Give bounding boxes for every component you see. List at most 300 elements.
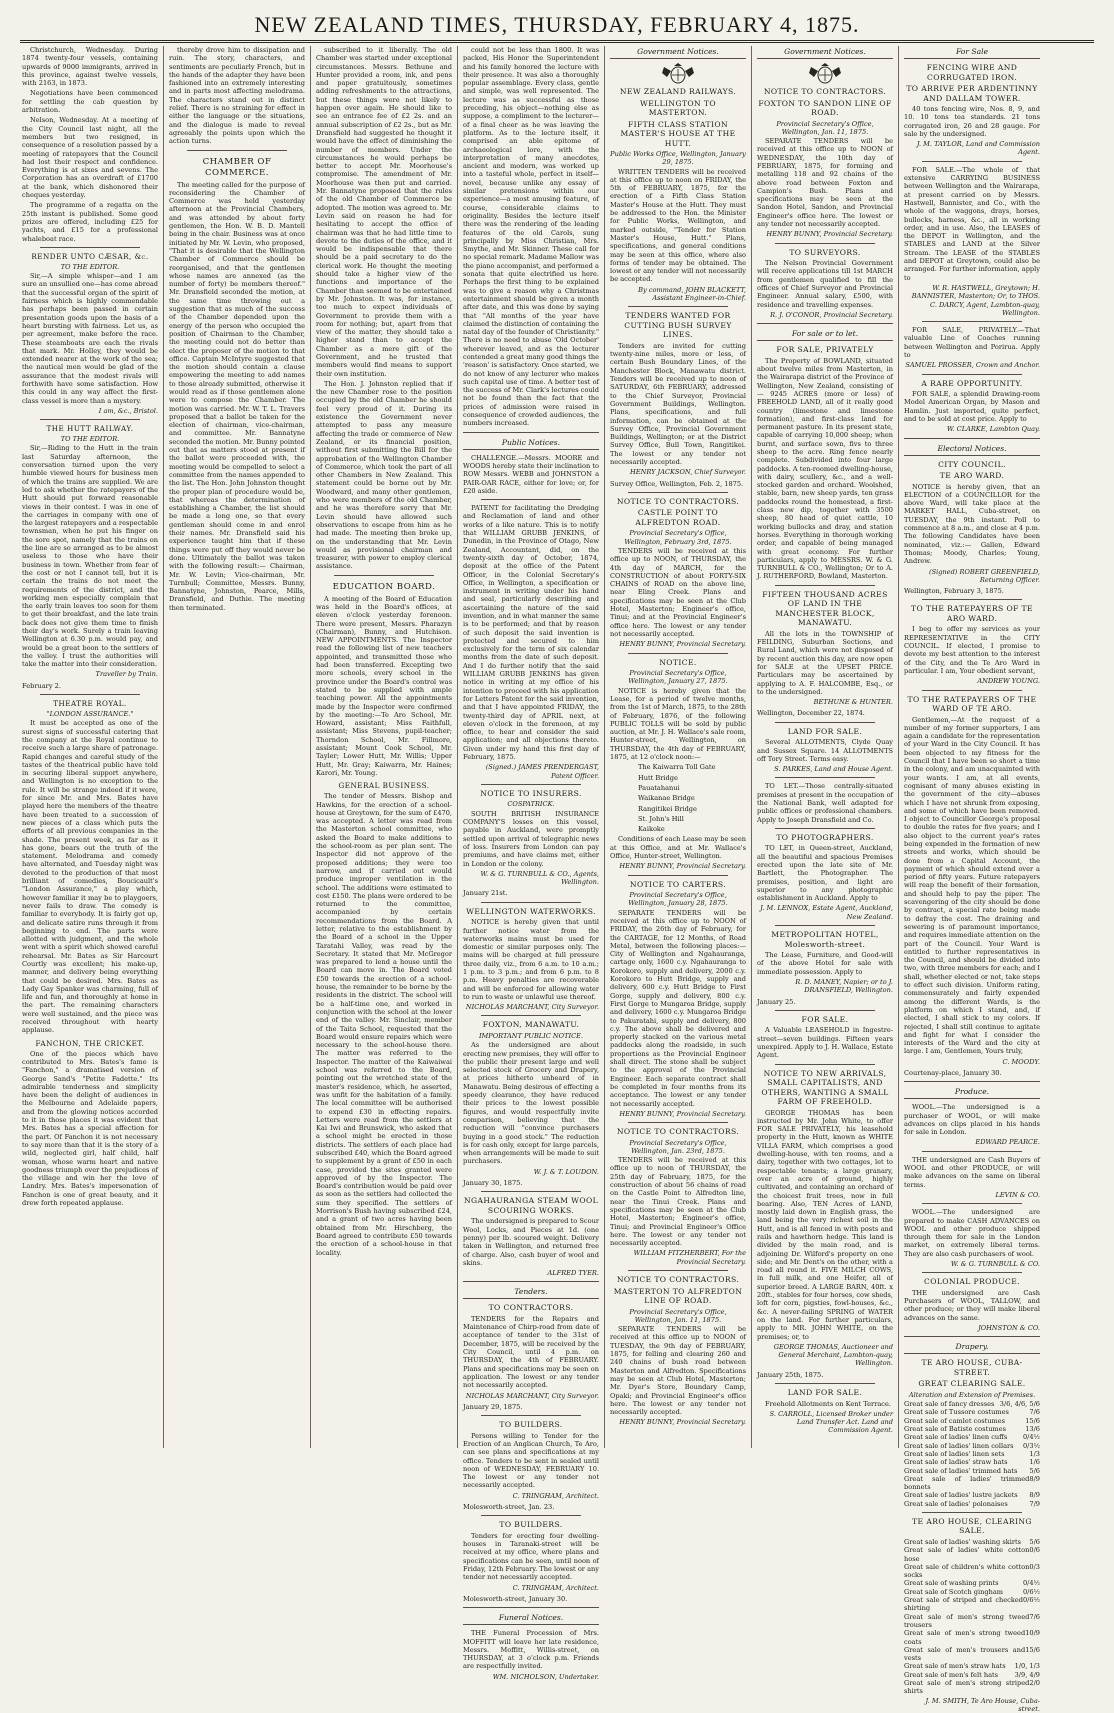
- divider: [775, 1383, 875, 1384]
- divider: [463, 1607, 599, 1608]
- notice-subtitle: CASTLE POINT TO ALFREDTON ROAD.: [635, 508, 721, 527]
- price-item: Great sale of camlet costumes: [904, 1416, 1006, 1425]
- notice-title: TE ARO HOUSE, CLEARING SALE.: [912, 1516, 1032, 1536]
- price-value: 7/6: [1029, 1408, 1040, 1417]
- column-5: [604, 46, 751, 1448]
- notice-title: FIFTEEN THOUSAND ACRES OF LAND IN THE MANCHESTER BLOCK, MANAWATU.: [762, 589, 888, 628]
- notice-date: January 25.: [757, 997, 796, 1006]
- notice-signature: ALFRED TYER.: [547, 1269, 599, 1278]
- price-value: 5/6: [1029, 1466, 1040, 1475]
- price-item: Great sale of men's strong tweed coats: [904, 1629, 1026, 1646]
- notice-body: Freehold Allotments on Kent Terrace.: [765, 1399, 891, 1408]
- divider: [775, 585, 875, 586]
- notice-signature: BETHUNE & HUNTER.: [813, 698, 893, 707]
- notice-title: FOR SALE.: [801, 1014, 849, 1024]
- notice-body: TENDERS will be received at this office up to NOON, of THURSDAY, the 4th day of MARCH, for the CONSTRUCTION of about FORTY-SIX CHAINS of ROAD on the above line, near Eling Creek. Plans and specifications may be seen at the Club Hotel, Masterton; Engineer's office, Tinui; and at the Provincial Engineer's office here. The lowest or any tender not necessarily accepted.: [610, 546, 746, 638]
- divider: [775, 925, 875, 926]
- notice-subtitle: COSPATRICK.: [507, 800, 555, 809]
- notice-signature: WM. NICHOLSON, Undertaker.: [492, 1672, 599, 1681]
- notice-title: NOTICE TO INSURERS.: [480, 788, 582, 798]
- notice-body: FOR SALE, a splendid Drawing-room Model American Organ, by Mason and Hamlin. Just imported, quite perfect, and to be sold at cost price. Apply to: [904, 390, 1040, 423]
- divider: [40, 694, 140, 695]
- price-row: [904, 1629, 1040, 1646]
- price-item: Great sale of men's felt hats: [904, 1670, 999, 1679]
- notice-title: NOTICE TO CONTRACTORS.: [616, 1127, 740, 1137]
- price-value: 7/9: [1029, 1499, 1040, 1508]
- notice-date: Molesworth-street, January 30.: [463, 1594, 568, 1603]
- notice-body: I beg to offer my services as your REPRESENTATIVE in the CITY COUNCIL. If elected, I promise to devote my best attention to the interest of the City, and the Te Aro Ward in particular. I am, Your obedient servant,: [904, 625, 1040, 675]
- price-row: [904, 1467, 1040, 1475]
- notice-title: WOOL.: [912, 1103, 937, 1112]
- notice-title: FOR SALE, PRIVATELY.: [912, 326, 1019, 335]
- page-number: [20, 36, 50, 40]
- notice-body: The Property of BOWLAND, situated about twelve miles from Masterton, in the Wairarapa district of the Province of Wellington, New Zealand, consisting of— 9245 ACRES (more or less) of FREEHOLD LAND, all of it really good country (limestone and limestone formation), and first-class land for permanent pasture. In its present state, capable of carrying 10,000 sheep; when burnt, and surface sown, fivs to three sheep to the acre. Ring fence nearly complete. Subdivided into four large paddocks. A ten-roomed dwelling-house, with dairy, scullery, &c., and a well-stocked garden and orchard. Woolshed, stable, barn, new sheep yards, ten grass paddocks round the homestead, a first-class new dip, together with 3500 sheep, 80 head of quiet cattle, 10 working bullocks and dray, and station horses. Everything in thorough working order, and capable of being managed with great economy. For further particulars, apply to MESSRS. W. & G. TURNBULL & CO., Wellington; Or to A. J. RUTHERFORD, Bowland, Masterton.: [757, 356, 893, 581]
- to-editor: TO THE EDITOR.: [60, 262, 120, 271]
- section-heading: Produce.: [904, 1086, 1040, 1099]
- notice-signature: HENRY BUNNY, Provincial Secretary.: [619, 640, 746, 649]
- article-body: One of the pieces which have contributed to Mrs. Bates's fame is "Fanchon," a dramatised version of George Sand's "Petite Fadette." Its admirable tenderness and simplicity have been the delight of audiences in the Melbourne and Adelaide papers, and from the glowing notices accorded to it in those places it was evident that Mrs. Bates has a special affection for the part. Of Fanchon it is not necessary to say more than that it is the story of a wild, neglected girl, half child, half woman, whose warm heart and native goodness triumph over the prejudices of the village and win her the love of Landry. Mrs. Bates's impersonation of Fanchon is one of great beauty, and it drew forth repeated applause.: [22, 1049, 158, 1207]
- notice-date: Survey Office, Wellington, Feb. 2, 1875.: [610, 479, 744, 488]
- price-row: [904, 1417, 1040, 1425]
- divider: [628, 1270, 728, 1271]
- divider: [922, 1272, 1022, 1273]
- price-row: [904, 1450, 1040, 1458]
- notice-title: TO BUILDERS.: [499, 1420, 563, 1430]
- notice-signature: NICHOLAS MARCHANT, City Surveyor.: [465, 1003, 599, 1012]
- notice-title: CITY COUNCIL.: [938, 459, 1006, 469]
- notice-body: for facilitating the Dredging and Reclamation of land and other works of a like nature. This is to notify that WILLIAM GRUBB JENKINS, of Dunedin, in the Province of Otago, New Zealand, Accountant, did, on the twenty-sixth day of October, 1874, deposit at the office of the Patent Officer, in the Colonial Secretary's Office, in Wellington, a specification or instrument in writing under his hand and seal, particularly describing and ascertaining the nature of the said invention, and in what manner the same is to be performed; and that by reason of such deposit the said invention is protected and secured to him exclusively for the term of six calendar months from the date of such deposit. And I do further notify that the said WILLIAM GRUBB JENKINS has given notice in writing at my office of his intention to proceed with his application for Letters Patent for the said invention, and that I have appointed FRIDAY, the twenty-third day of APRIL next, at eleven o'clock in the forenoon, at my office, to hear and consider the said application; and all objections thereto. Given under my hand this first day of February, 1875.: [463, 504, 599, 762]
- notice-title: TO CONTRACTORS.: [488, 1303, 574, 1313]
- divider: [757, 323, 893, 324]
- price-item: Great sale of ladies' lustre jackets: [904, 1491, 1018, 1500]
- columns: [22, 46, 1098, 1713]
- price-row: [904, 1408, 1040, 1416]
- notice-subtitle: TO ARRIVE PER ARDENTINNY AND DALLAM TOWER.: [906, 84, 1038, 103]
- section-heading: Public Notices.: [463, 437, 599, 450]
- price-item: Great sale of children's white cotton socks: [904, 1562, 1030, 1580]
- price-row: [904, 1538, 1040, 1546]
- section-heading: Funeral Notices.: [463, 1612, 599, 1625]
- notice-signature: EDWARD PEARCE.: [975, 1138, 1040, 1147]
- divider: [775, 243, 875, 244]
- notice-title: NGAHAURANGA STEAM WOOL SCOURING WORKS.: [463, 1196, 599, 1215]
- notice-body: The Lease, Furniture, and Good-will of the above Hotel for sale with immediate possession. Apply to: [757, 951, 893, 976]
- notice-signature: HENRY BUNNY, Provincial Secretary.: [619, 1109, 746, 1118]
- divider: [922, 690, 1022, 691]
- divider: [922, 374, 1022, 375]
- notice-signature: JOHNSTON & CO.: [978, 1324, 1040, 1333]
- price-row: [904, 1563, 1040, 1580]
- price-row: [904, 1679, 1040, 1696]
- price-item: Great sale of ladies' linen collars: [904, 1441, 1014, 1450]
- notice-title: FOXTON, MANAWATU.: [482, 1020, 580, 1030]
- notice-title: NEW ZEALAND RAILWAYS.: [619, 87, 737, 96]
- notice-signature: HENRY JACKSON, Chief Surveyor.: [630, 468, 746, 477]
- price-item: Great sale of men's strong striped shirts: [904, 1679, 1030, 1696]
- notice-title: PATENT: [471, 504, 499, 513]
- toll-list-item: St. John's Hill: [638, 814, 684, 823]
- notice-signature: LEVIN & CO.: [995, 1190, 1040, 1199]
- price-value: 0/6½: [1022, 1587, 1040, 1596]
- article-body: could not be less than 1800. It was packed, His Honor the Superintendent and his family honored the lecture with their presence. It was also a thoroughly popular assemblage. Every class, gentle and simple, was well represented. The lecture was as successful as those preceding, his object—nothing else as suppose, a compliment to the lecturer—of a final cheer as he was leaving the platform. As to the lecture itself, it comprised an able epitome of archaeological lore, with the interpretation of many anecdotes, ancient and modern, was worked up into a tasteful whole, perfect in itself—novel, because unlike any essay of similar pretensions within our experience—a most amusing feature, of course, considerable claims to originality. Besides the lecture itself there was the rendering of the leading features of the old Carols, sung principally by Miss Christian, Mrs. Smythe, and Mr. Skinner. These call for no special remark. Madame Mallow was the piano accompanist, and performed a sonata that quite electrified us here. Perhaps the first thing to be explained was to give a reason why a Christmas entertainment should be given a month after date, and this was done by saying that "All months of the year have claimed the distinction of containing the natal day of the founder of Christianity." There is no need to abuse 'Old October' wherever leaved, and as the lecturer contended a great many good things the 'reason' is satisfactory. Once started, we do not know of any lecturer who makes such capital use of time. A better test of the success of Mr. Clark's lectures could not be found than the fact that the prices of admission were raised in consequence of crowded audiences, the numbers increased.: [463, 46, 599, 428]
- price-row: [904, 1546, 1040, 1563]
- notice-title: NOTICE TO CONTRACTORS.: [616, 496, 740, 506]
- letter-body: Sir,—Riding to the Hutt in the train last Saturday afternoon, the conversation turned upon the very humble viewed hours for business men of which the trains are supplied. We are led to ask whether the ratepayers of the Hutt should put forward reasonable views in their contest. I was in one of the carriages in company with one of the largest ratepayers and a respectable townsman, when he put his finger on the sore spot, namely that the trains on the line are so arranged as to be almost useless to those who have their business in town. Whether from fear of the cost or not I cannot tell, but it is certain the trains do not meet the requirements of the district, and the working men especially complain that the early train leaves too soon for them to get their breakfast, and the late train back does not give them time to finish their day's work. Surely a train leaving Wellington at 6.30 p.m. would pay, and would be a great boon to the settlers of the valley. I trust the authorities will take the matter into their consideration.: [22, 444, 158, 669]
- price-value: 0/3: [1029, 1562, 1040, 1571]
- notice-title: NOTICE TO NEW ARRIVALS, SMALL CAPITALISTS, AND OTHERS, WANTING A SMALL FARM OF FREEHOLD.: [761, 1068, 889, 1107]
- divider: [628, 492, 728, 493]
- article-body: The meeting called for the purpose of reconsidering the Chamber of Commerce was held yesterday afternoon at the Provincial Chambers, and was attended by about forty gentlemen, the Hon. W. B. D. Mantell being in the chair. Business was at once initiated by Mr. W. Levin, who proposed, "That it is desirable that the Wellington Chamber of Commerce should be reorganised, and that the gentlemen whose names are annexed (as the number of forty) be members thereof." Mr. Dransfield seconded the motion, at the same time throwing out a suggestion that as much of the success of the Chamber depended upon the energy of the person who occupied the position of Chairman to the Chamber, the meeting could not do better than elect the proposer of the motion to that office. Captain McIntyre suggested that the motion should contain a clause empowering the meeting to add names to those already submitted, otherwise it would read as if those gentlemen alone were to compose the Chamber. The motion was carried. Mr. W. T. L. Travers proposed that a ballot be taken for the election of chairman, vice-chairman, and committee. Mr. Bannatyne seconded the motion. Mr. Bunny pointed out that as matters stood at present if the ballot were proceeded with, the meeting would be compelled to select a committee from the names appended to the list. The Hon. John Johnston thought the proper plan of procedure would be, that whereas the determination of establishing a Chamber, the list should be made a long one, so that every gentleman should come in and enrol their names. Mr. Dransfield said his experience taught him that if these things were put off they would never be done. Ultimately the ballot was taken with the following result:— Chairman, Mr. W. Levin; Vice-chairman, Mr. Turnbull; Committee, Messrs. Bunny, Bannatyne, Johnston, Pearce, Mills, Dransfield, and Duthie. The meeting then terminated.: [169, 180, 306, 612]
- notice-body: —The undersigned are prepared to make CASH ADVANCES on WOOL and other produce shipped through them for sale in the London market, on extremely liberal terms. They are also cash purchasers of wool.: [904, 1208, 1040, 1258]
- notice-signature: C. MOODY.: [1002, 1057, 1040, 1066]
- notice-title: CHALLENGE.: [471, 453, 519, 462]
- notice-title: FOR SALE, PRIVATELY: [776, 345, 874, 355]
- price-item: Great sale of ladies' linen sets: [904, 1449, 1005, 1458]
- price-value: 7/6: [1029, 1612, 1040, 1621]
- toll-list-item: Waikanae Bridge: [638, 794, 695, 803]
- notice-signature: J. M. TAYLOR, Land and Commission Agent.: [916, 140, 1040, 157]
- notice-title: WOOL.: [912, 1208, 937, 1217]
- divider: [922, 1151, 1022, 1152]
- notice-body: SOUTH BRITISH INSURANCE COMPANY'S losses on this vessel, payable in Auckland, were promptly settled upon arrival of telegraphic news of loss. Insurers from London can pay premiums, and have claims met, either in London or the colony.: [463, 809, 599, 868]
- notice-date: Molesworth-street, Jan. 23.: [463, 1503, 555, 1512]
- price-item: Great sale of Scotch gingham: [904, 1587, 1004, 1596]
- divider: [481, 1015, 581, 1016]
- divider: [40, 247, 140, 248]
- price-value: 0/4½: [1022, 1433, 1040, 1442]
- masthead: [20, 4, 1094, 43]
- news-paragraph: Christchurch, Wednesday. During 1874 twenty-four vessels, containing upwards of 9000 immigrants, arrived in this province, against twelve vessels, with 2163, in 1873.: [22, 46, 158, 88]
- divider: [922, 1203, 1022, 1204]
- notice-title: TO BUILDERS.: [499, 1520, 563, 1530]
- section-heading: For sale or to let.: [757, 328, 893, 341]
- news-paragraph: The programme of a regatta on the 25th instant is published. Some good prizes are offered, including £25 for yachts, and £15 for a professional whaleboat race.: [22, 201, 158, 243]
- price-item: Great sale of striped and checked shirting: [904, 1596, 1023, 1613]
- notice-body: The undersigned is prepared to Scour Wool, Locks, and Pieces at 1d. (one penny) per lb. scoured weight. Delivery taken in Wellington, and returned free of charge. Also, cash buyer of wool and skins.: [463, 1217, 599, 1267]
- notice-subtitle: Alteration and Extension of Premises.: [908, 1390, 1036, 1399]
- price-item: Great sale of men's straw hats: [904, 1662, 1006, 1671]
- notice-signature: R. J. O'CONOR, Provincial Secretary.: [770, 310, 893, 319]
- notice-title: FENCING WIRE AND CORRUGATED IRON.: [926, 63, 1018, 82]
- notice-signature: HENRY BUNNY, Provincial Secretary.: [619, 1418, 746, 1427]
- notice-body: GEORGE THOMAS has been instructed by Mr. John White, to offer FOR SALE PRIVATELY, his leasehold property in the Hutt, known as WHITE VILLA FARM, which comprises a good dwelling-house, with ten rooms, and a dairy, together with two cottages, let to respectable tenants; a large granary, over an acre of ground, highly cultivated, and containing an orchard of the choicest fruit trees, now in full bearing. Also, TEN Acres of LAND, mostly laid down in English grass, the land being the very richest soil in the Hutt, and is all fenced in with posts and rails and hawthorn hedge. This land is divided by the main road, and is adjoining Dr. Wilford's property on one side; and Mr. Dent's on the other, with a road all round it. FIVE MILCH COWS, in full milk, and one Heifer, all of superior breed. A LARGE BARN, 40ft. x 20ft., stables for four horses, cow sheds, loft for corn, pigsties, fowl-houses, &c., &c. A never-failing SPRING of WATER on the land. For further particulars, apply to MR. JOHN WHITE, on the premises; or, to: [757, 1108, 893, 1341]
- notice-body: TENDERS for the Repairs and Maintenance of Chirp-road from date of acceptance of tender to the 31st of December, 1875, will be received by the City Council, until 4 p.m. on THURSDAY, the 4th of FEBRUARY. Plans and specifications may be seen on application. The lowest or any tender not necessarily accepted.: [463, 1314, 599, 1390]
- column-3: [310, 46, 457, 1448]
- newspaper-title: NEW ZEALAND TIMES, THURSDAY, FEBRUARY 4, 1875.: [254, 12, 860, 37]
- divider: [40, 419, 140, 420]
- notice-body: Conditions of each Lease may be seen at this Office, and at Mr. Wallace's Office, Hunter-street, Wellington.: [610, 835, 746, 860]
- article-body: subscribed to it liberally. The old Chamber was started under exceptional circumstances. Messrs. Bethune and Hunter provided a room, ink, and pens and paper gratuitously, sometimes adding refreshments to the attractions, but these things were not likely to happen over again. He should like to see an entrance fee of £2 2s. and an annual subscription of £2 2s., but as Mr. Dransfield had suggested he thought it would have the effect of diminishing the number of members. Under the circumstances he would perhaps be better to accept Mr. Moorhouse's compromise. The amendment of Mr. Moorhouse was then put and carried. Mr. Bannatyne proposed that the rules of the old Chamber of Commerce be adopted. The motion was agreed to. Mr. Levin said on reason he had for hesitating to accept the office of chairman was that he had little time to devote to the duties of the office, and it would be indispensable that there should be a paid secretary to do the clerical work. He thought the meeting should take a higher view of the functions and importance of the Chamber than seemed to be entertained by Mr. Johnston. It was, for instance, too much to expect individuals of Government to provide them with a room for nothing; but, apart from that view of the matter, they should take a higher stand than to accept the Chamber as a mere gift of the Government, and he trusted that members would find means to support their own institution.: [316, 46, 452, 378]
- notice-body: The Nelson Provincial Government will receive applications till 1st MARCH from gentlemen qualified to fill the offices of Chief Surveyor and Provincial Engineer. Annual salary, £500, with residence and travelling expenses.: [757, 259, 893, 309]
- article-heading: THE HUTT RAILWAY.: [46, 424, 134, 434]
- royal-crest-icon: [805, 63, 845, 85]
- divider: [481, 1415, 581, 1416]
- divider: [628, 875, 728, 876]
- article-heading: CHAMBER OF COMMERCE.: [202, 156, 272, 178]
- price-row: [904, 1671, 1040, 1679]
- column-6: [751, 46, 898, 1448]
- divider: [481, 784, 581, 785]
- notice-signature: J. M. LENNOX, Estate Agent, Auckland, New Zealand.: [760, 904, 893, 921]
- notice-date: Wellington, December 22, 1874.: [757, 709, 865, 718]
- column-4: [457, 46, 604, 1681]
- notice-body: THE Funeral Procession of Mrs. MOFFITT will leave her late residence, Messrs. Moffitt, Willis-street, on THURSDAY, at 3 o'clock p.m. Friends are respectfully invited.: [463, 1629, 599, 1671]
- price-value: 0/6: [1029, 1546, 1040, 1555]
- letter-date: February 2.: [22, 681, 61, 690]
- article-subheading: "LONDON ASSURANCE.": [46, 710, 134, 719]
- notice-body: As the undersigned are about erecting new premises, they will offer to the public their present large and well selected stock of Grocery and Drapery, at prices hitherto unheard of in Manawatu. Being desirous of effecting a speedy clearance, they have reduced their prices to the lowest possible figures, and would respectfully invite comparison, believing that the reduction will "convince purchasers buying in a good stock." The reduction is for cash only, except for large parcels, when arrangements will be made to suit purchasers.: [463, 1041, 599, 1166]
- price-row: [904, 1475, 1040, 1492]
- notice-body: SEPARATE TENDERS will be received at this office up to NOON of TUESDAY, the 9th day of FEBRUARY, 1875, for felling and clearing 260 and 240 chains of bush road between Masterton and Alfredton. Specifications may be seen at Club Hotel, Masterton; Mr. Dyer's Store, Boundary Camp, Opaki; and Provincial Engineer's office here. The lowest or any tender not necessarily accepted.: [610, 1325, 746, 1417]
- notice-body: TENDERS will be received at this office up to noon of THURSDAY, the 25th day of February, 1875, for the construction of about 56 chains of road on the Castle Point to Alfredton line, near the Tinui Creek. Plans and specifications may be seen at the Club Hotel, Masterton; Engineer's office, Tinui; and Provincial Engineer's Office here. The lowest or any tender not necessarily accepted.: [610, 1156, 746, 1248]
- notice-subtitle: FIFTH CLASS STATION MASTER'S HOUSE AT THE HUTT.: [620, 119, 736, 148]
- notice-body: —That valuable Line of Coaches running between Wellington and Porirua. Apply to: [904, 326, 1040, 360]
- divider: [481, 1515, 581, 1516]
- price-item: Great sale of ladies' trimmed hats: [904, 1466, 1018, 1475]
- notice-body: —The undersigned is a purchaser of WOOL, or will make advances on clips placed in his hands for sale in London.: [904, 1103, 1040, 1137]
- notice-body: NOTICE is hereby given, that an ELECTION of a COUNCILLOR for the above Ward, will take place at the MARKET HALL, Cuba-street, on TUESDAY, the 9th instant. Poll to commence at 8 a.m., and close at 4 p.m. The following Candidates have been nominated, viz.:— Gallen, Edward Thomas; Moody, Charles; Young, Andrew.: [904, 482, 1040, 566]
- notice-title: TO LET.: [765, 782, 799, 791]
- notice-signature: W. R. HASTWELL, Greytown; H. BANNISTER, Masterton; Or, to THOS. C. DARCY, Agent, Lambton-quay, Wellington.: [911, 283, 1040, 317]
- notice-signature: J. M. SMITH, Te Aro House, Cuba-street.: [925, 1696, 1040, 1713]
- notice-subtitle: IMPORTANT PUBLIC NOTICE.: [478, 1031, 584, 1040]
- notice-date: Provincial Secretary's Office, Wellington, Jan. 11, 1875.: [629, 1307, 727, 1324]
- notice-date: January 25th, 1875.: [757, 1370, 824, 1379]
- notice-signature: C. TRINGHAM, Architect.: [512, 1583, 599, 1592]
- notice-signature: HENRY BUNNY, Provincial Secretary.: [766, 230, 893, 239]
- notice-title: NOTICE TO CONTRACTORS.: [763, 87, 887, 96]
- price-value: 3/9, 4/9: [1014, 1670, 1040, 1679]
- notice-body: NOTICE is hereby given that until further notice water from the waterworks mains must be used for domestic or similar purposes only. The mains will be charged at full pressure three daily, viz., from 6 a.m. to 10 a.m.; 1 p.m. to 3 p.m.; and from 6 p.m. to 8 p.m. Heavy penalties are recoverable and will be enforced for allowing water to run to waste or unlawful use thereof.: [463, 918, 599, 1001]
- notice-body: 40 tons fencing wire, Nos. 8, 9, and 10. 10 tons tea standards. 21 tons corrugated iron, 26 and 28 gauge. For sale by the undersigned.: [904, 105, 1040, 138]
- notice-signature: NICHOLAS MARCHANT, City Surveyor.: [465, 1391, 599, 1400]
- notice-title: NOTICE TO CARTERS.: [629, 879, 727, 889]
- price-value: 8/9: [1029, 1491, 1040, 1500]
- price-value: 3/6, 4/6, 5/6: [999, 1400, 1040, 1409]
- toll-list-item: Kaikoke: [638, 825, 665, 834]
- notice-signature: SAMUEL PROSSER, Crown and Anchor.: [905, 361, 1040, 370]
- notice-signature: R. D. MANEY, Napier; or to J. DRANSFIELD, Wellington.: [795, 977, 893, 995]
- notice-signature: ANDREW YOUNG.: [977, 677, 1040, 686]
- letter-body: Sir,—A simple whisper—and I am sure an unsullied one—has come abroad that the successful organ of the spirit of fairness which is highly commendable has perhaps been passed in certain presentation goods upon the basis of a heart bursting with fairness. Let us, as per agreement, make before the race. These steamboats are each the rivals that mark. Mr. Holley, they would be extended nearer at the work of the sea; the nautical men would be glad of the assurance that the modest rivals will forthwith have some satisfaction. How this could in any way affect the first-class vessel is more than a mystery.: [22, 272, 158, 405]
- notice-title: LAND FOR SALE.: [787, 726, 863, 736]
- notice-body: NOTICE is hereby given that the Lease, for a period of twelve months, from the 1st of March, 1875, to the 28th of February, 1876, of the following PUBLIC TOLLS will be sold by public auction, at Mr. J. H. Wallace's sale room, Hunter-street, Wellington, on THURSDAY, the 4th day of FEBRUARY, 1875, at 12 o'clock noon:—: [610, 686, 746, 762]
- price-value: 15/6: [1025, 1645, 1040, 1654]
- notice-body: Tenders are invited for cutting twenty-nine miles, more or less, of certain Bush Boundary Lines, of the Manchester Block, Manawatu district. Tenders will be received up to noon of SATURDAY, 6th FEBRUARY, addressed to the Chief Surveyor, Provincial Government Buildings, Wellington. Plans, specifications, and full information, can be obtained at the Survey Office, Provincial Government Buildings, Wellington; or at the District Survey Office, Bull Town, Rangitikei. The lowest or any tender not necessarily accepted.: [610, 341, 746, 466]
- notice-signature: S. PARKES, Land and House Agent.: [774, 765, 893, 774]
- price-list: [904, 1538, 1040, 1696]
- price-row: [904, 1646, 1040, 1663]
- article-subheading: GENERAL BUSINESS.: [338, 781, 430, 791]
- section-heading: Government Notices.: [757, 46, 893, 59]
- notice-signature: By command, JOHN BLACKETT, Assistant Engineer-in-Chief.: [638, 285, 746, 303]
- letter-signature: I am, &c., Bristol.: [98, 406, 158, 415]
- article-body: thereby drove him to dissipation and ruin. The story, characters, and sentiments are peculiarly French, but in the hands of the adapter they have been fashioned into an extremely interesting and in parts most affecting melodrama. The characters stand out in distinct relief. There is no straining for effect in either the language or the situations, and the dialogue is made to reveal agreeably the points upon which the action turns.: [169, 46, 305, 146]
- notice-date: Public Works Office, Wellington, January 29, 1875.: [610, 150, 746, 167]
- notice-body: TO LET, in Queen-street, Auckland, all the beautiful and spacious Premises erected upon the late site of Mr. Bartlett, the Photographer. The premises, position, and light are superior to any photographic establishment in Auckland. Apply to: [757, 844, 893, 903]
- price-value: 8/9: [1029, 1474, 1040, 1483]
- notice-signature: W. & G. TURNBULL & CO.: [950, 1260, 1040, 1269]
- price-item: Great sale of Tussore costumes: [904, 1408, 1009, 1417]
- price-value: 2/0: [1029, 1679, 1040, 1688]
- divider: [481, 902, 581, 903]
- divider: [922, 599, 1022, 600]
- section-heading: Tenders.: [463, 1286, 599, 1299]
- notice-date: Courtenay-place, January 30.: [904, 1069, 1002, 1077]
- price-item: Great sale of washing prints: [904, 1579, 999, 1588]
- price-row: [904, 1500, 1040, 1508]
- notice-subtitle: TE ARO WARD.: [939, 471, 1005, 481]
- letter-signature: Traveller by Train.: [95, 670, 158, 679]
- toll-list-item: Hutt Bridge: [638, 773, 678, 782]
- toll-list-heading: The Kaiwarra Toll Gate: [638, 763, 716, 772]
- price-item: Great sale of ladies' linen cuffs: [904, 1433, 1008, 1442]
- divider: [775, 828, 875, 829]
- column-7: [898, 46, 1045, 1713]
- price-row: [904, 1662, 1040, 1670]
- price-row: [904, 1433, 1040, 1441]
- notice-signature: (Signed) ROBERT GREENFIELD, Returning Officer.: [929, 567, 1040, 584]
- notice-body: —Messrs. MOORE and WOODS hereby state their inclination to ROW Messrs. WEBB and JOHNSTON a PAIR-OAR RACE, either for love; or, for £20 aside.: [463, 453, 599, 495]
- notice-title: TE ARO HOUSE, CUBA-STREET.: [921, 1358, 1023, 1377]
- section-heading: Drapery.: [904, 1341, 1040, 1354]
- price-item: Great sale of ladies' straw hats: [904, 1458, 1008, 1467]
- notice-title: WELLINGTON WATERWORKS.: [466, 906, 596, 916]
- divider: [922, 1512, 1022, 1513]
- price-item: Great sale of fancy dresses: [904, 1400, 995, 1409]
- price-value: 10/9: [1025, 1629, 1040, 1638]
- notice-signature: C. TRINGHAM, Architect.: [512, 1491, 599, 1500]
- notice-signature: WILLIAM FITZHERBERT, For the Provincial Secretary.: [633, 1249, 746, 1266]
- divider: [187, 150, 287, 151]
- price-item: Great sale of Batiste costumes: [904, 1425, 1006, 1434]
- toll-list-item: Rangitikei Bridge: [638, 804, 697, 813]
- notice-body: All the lots in the TOWNSHIP of FEILDING, Suburban Sections, and Rural Land, which were not disposed of by recent auction this day, are now open for SALE at the UPSET PRICE. Particulars may be ascertained by applying to A. F. HALCOMBE, Esq., or to the undersigned.: [757, 629, 893, 696]
- notice-title: NOTICE TO CONTRACTORS.: [616, 1275, 740, 1285]
- column-2: [163, 46, 310, 1448]
- divider: [481, 1191, 581, 1192]
- divider: [628, 1122, 728, 1123]
- divider: [628, 306, 728, 307]
- price-value: 15/6: [1025, 1416, 1040, 1425]
- price-value: 1/0, 1/3: [1014, 1662, 1040, 1671]
- article-body: It must be accepted as one of the surest signs of successful catering that the company at the Royal continue to receive such a large share of patronage. Rapid changes and careful study of the tastes of the theatrical public have told in securing liberal support anywhere, and Wellington is no exception to the rule. It will be strange indeed if it were, for since Mr. and Mrs. Bates have played here the members of the theatre have been treated to a succession of new pieces of a class which puts the efforts of all previous companies in the shade. The present week, as far as it has gone, bears out the truth of the statement. Melodrama and comedy have alternated, and Tuesday night was devoted to the production of that most brilliant of comedies, Boucicault's "London Assurance," a play which, however familiar it may be to playgoers, never fails to draw. The comedy is familiar to everybody. It is fairly got up, and delicate satire runs through it from beginning to end. The parts were allotted with judgment, and the whole went with a spirit which showed careful rehearsal. Mr. Bates as Sir Harcourt Courtly was excellent; his make-up, manner, and delivery being everything that could be desired. Mrs. Bates as Lady Gay Spanker was charming, full of life and fun, and thoroughly at home in the part. The remaining characters were well sustained, and the piece was received throughout with hearty applause.: [22, 719, 158, 1035]
- notice-title: TENDERS WANTED FOR CUTTING BUSH SURVEY LINES.: [624, 311, 732, 340]
- divider: [775, 1064, 875, 1065]
- news-paragraph: Negotiations have been commenced for settling the cab question by arbitration.: [22, 89, 158, 115]
- section-heading: For Sale: [904, 46, 1040, 59]
- price-value: 0/6½: [1022, 1596, 1040, 1605]
- notice-date: Provincial Secretary's Office, Wellington, Jan. 23rd, 1875.: [629, 1138, 727, 1155]
- notice-title: FOR SALE.: [912, 165, 956, 174]
- notice-body: WRITTEN TENDERS will be received at this office up to noon on FRIDAY, the 5th of FEBRUARY, 1875, for the erection of a Fifth Class Station Master's House at the Hutt. They must be addressed to the Hon. the Minister for Public Works, Wellington, and marked outside, "Tender for Station Master's House, Hutt." Plans, specifications, and general conditions may be seen at this office, where also forms of tender may be obtained. The lowest or any tender will not necessarily be accepted.: [610, 167, 746, 284]
- notice-title: TO THE RATEPAYERS OF TE ARO WARD.: [911, 604, 1033, 623]
- notice-signature: HENRY BUNNY, Provincial Secretary.: [619, 862, 746, 871]
- price-list: [904, 1400, 1040, 1508]
- price-item: Great sale of men's strong tweed trousers: [904, 1612, 1030, 1629]
- notice-date: Wellington, February 3, 1875.: [904, 587, 1004, 596]
- notice-body: —The whole of that extensive CARRYING BUSINESS between Wellington and the Wairarapa, at present carried on by Messrs. Hastwell, Bannister, and Co., with the whole of the waggons, drays, horses, bullocks, harness, &c., all in working order, and in use. Also, the LEASES of the DEPOT in Wellington, and the STABLES and LAND at the Silver Stream. The LEASE of the STABLES and DEPOT at Greytown, could also be arranged. For further information, apply to: [904, 165, 1041, 282]
- notice-body: Several ALLOTMENTS, Clyde Quay and Sussex Square. 14 ALLOTMENTS off Tory Street. Terms easy.: [757, 738, 893, 763]
- notice-title: TO SURVEYORS.: [789, 247, 861, 257]
- article-body: The tender of Messrs. Bishop and Hawkins, for the erection of a school-house at Greytown, for the sum of £470, was accepted. A letter was read from the Masterton school committee, who asked the Board to make additions to the school-room as per plan sent. The Inspector did not approve of the proposed additions; they were too narrow, and if carried out would produce improper ventilation in the school. The additions were estimated to cost £150. The plans were ordered to be returned to the committee, accompanied by certain recommendations from the Board. A letter, relative to the establishment by the Board of a school in the Upper Taratahi Valley, was read by the Secretary. It stated that Mr. McGregor was prepared to lend a house until the Board can move in. The Board voted £50 towards the erection of a school-house, the remainder to be borne by the residents in the district. The school will be a half-time one, and worked in conjunction with the school at the lower end of the valley. Mr. Sinclair, member of the Taita School, requested that the Board would ensure repairs which were necessary to the school-house there. The matter was referred to the Inspector. The matter of the Kaiwaiwai school was referred to the Board, pointing out the wretched state of the master's residence, which, he asserted, was unfit for the habitation of a family. The local committee will be authorised to expend £30 in effecting repairs. Letters were read from the settlers at Kai Iwi and Brunswick, who asked that a school might be erected in those districts. The settlers of each place had subscribed £40, which the Board agreed to supplement by a grant of £50 in each case, provided the sites granted were approved of by the Inspector. The Board's contribution would be paid over as soon as the settlers had collected the sum they specified. The settlers of Morrison's Bush having subscribed £24, and a grant of two acres having been obtained from Mr. Hirschberg, the Board agreed to contribute £50 towards the erection of a school-house in that locality.: [316, 792, 452, 1257]
- price-row: [904, 1588, 1040, 1596]
- notice-title: METROPOLITAN HOTEL, Molesworth-street.: [771, 930, 879, 949]
- price-row: [904, 1458, 1040, 1466]
- price-row: [904, 1613, 1040, 1630]
- masthead-spacer: [1064, 36, 1094, 40]
- divider: [775, 777, 875, 778]
- section-heading: Government Notices.: [610, 46, 746, 59]
- article-body: A meeting of the Board of Education was held in the Board's offices, at eleven o'clock yesterday forenoon. There were present, Messrs. Pharazyn (Chairman), Bunny, and Hutchison. NEW APPOINTMENTS. The Inspector read the following list of new teachers appointed, and transmitted those who had been transferred. Excepting two more schools, every school in the province under the Board's control was stated to be supplied with ample teaching power. All the appointments made by the Inspector were confirmed by the meeting:—Te Aro School, Mr. Howard, assistant; Miss Faithfull, assistant; Miss Stevens, pupil-teacher; Thorndon School, Mr. Fillmore, assistant; Mount Cook School, Mr. Tayler; Lower Hutt, Mr. Willis; Upper Hutt, Mr. Gray; Kaiwarra, Mr. Haines; Karori, Mr. Young.: [316, 594, 452, 777]
- notice-signature: W. J. & T. LOUDON.: [533, 1167, 599, 1176]
- price-row: [904, 1400, 1040, 1408]
- notice-title: TO THE RATEPAYERS OF THE WARD OF TE ARO.: [907, 694, 1037, 714]
- divider: [628, 653, 728, 654]
- to-editor: TO THE EDITOR.: [60, 435, 120, 444]
- price-item: Great sale of ladies' washing skirts: [904, 1537, 1022, 1546]
- price-row: [904, 1596, 1040, 1613]
- article-heading: EDUCATION BOARD.: [332, 581, 436, 592]
- price-row: [904, 1442, 1040, 1450]
- article-heading: THEATRE ROYAL.: [53, 699, 127, 709]
- price-value: 13/6: [1025, 1425, 1040, 1434]
- notice-date: Provincial Secretary's Office, Wellington, Jan. 11, 1875.: [776, 119, 874, 136]
- article-heading: RENDER UNTO CÆSAR, &c.: [31, 251, 149, 261]
- notice-body: Persons willing to Tender for the Erection of an Anglican Church, Te Aro, can see plans and specifications at my office. Tenders to be sent in sealed until noon of WEDNESDAY, FEBRUARY 10. The lowest or any tender not necessarily accepted.: [463, 1431, 599, 1490]
- divider: [775, 1010, 875, 1011]
- price-row: [904, 1425, 1040, 1433]
- notice-title: A RARE OPPORTUNITY.: [921, 378, 1023, 388]
- notice-date: January 29, 1875.: [463, 1402, 523, 1411]
- price-row: [904, 1579, 1040, 1587]
- notice-body: SEPARATE TENDERS will be received at this office up to NOON of FRIDAY, the 26th day of February, for the CARTAGE, for 12 Months, of Road Metal, between the following places:— City of Wellington and Ngahauranga, cartage only, 1600 c.y. Ngahauranga to Korokoro, supply and delivery, 2000 c.y. Korokoro to Hutt Bridge, supply and delivery, 600 c.y. Hutt Bridge to First Gorge, supply and delivery, 800 c.y. First Gorge to Mungaroa Bridge, supply and delivery, 1600 c.y. Mungaroa Bridge to Pakuratahi, supply and delivery, 800 c.y. The above shall be delivered and properly stacked on the various metal paddocks along the roadside, in such proportions as the Provincial Engineer shall direct. The stone shall be subject to the approval of the Provincial Engineer. Each separate contract shall be completed in four months from its acceptance. The lowest or any tender not necessarily accepted.: [610, 908, 746, 1108]
- notice-subtitle: WELLINGTON TO MASTERTON.: [640, 98, 716, 117]
- notice-signature: GEORGE THOMAS, Auctioneer and General Merchant, Lambton-quay, Wellington.: [773, 1342, 893, 1368]
- price-row: [904, 1491, 1040, 1499]
- notice-signature: W. & G. TURNBULL & CO., Agents, Wellington.: [480, 869, 599, 887]
- toll-list-item: Pauatahanui: [638, 783, 680, 792]
- divider: [775, 722, 875, 723]
- price-item: Great sale of ladies' polonaises: [904, 1499, 1008, 1508]
- notice-signature: (Signed.) JAMES PRENDERGAST, Patent Officer.: [485, 763, 599, 780]
- column-1: [22, 46, 163, 1448]
- notice-date: Provincial Secretary's Office, Wellington, January 28, 1875.: [628, 891, 728, 908]
- price-item: Great sale of men's trousers and vests: [904, 1645, 1026, 1663]
- notice-body: —Those centrally-situated premises at present in the occupation of the National Bank, well adapted for public offices or professional chambers. Apply to Joseph Dransfield and Co.: [757, 782, 893, 824]
- notice-date: January 30, 1875.: [463, 1179, 523, 1188]
- price-item: Great sale of ladies' white cotton hose: [904, 1546, 1030, 1563]
- price-item: Great sale of ladies' trimmed bonnets: [904, 1474, 1030, 1492]
- notice-body: Gentlemen,—At the request of a number of my former supporters, I am again a candidate for the representation of your Ward in the City Council. It has been objected to my fitness for the Council that I have been so short a time in the colony, and am unacquainted with your wants. I am, at all events, cognisant of many abuses existing in the government of the city—abuses which I have not shrunk from exposing, and some of which have been removed. I object to Councillor George's proposal to double the rates for five years; and I also object to the current year's rates being expended in the formation of new streets and works, which should be done from a Capital Account, the payment of which should extend over a period of fifty years. Future ratepayers will reap the benefit of their formation, and should help to pay the piper. The scavengering of the city should be done by contract, a special rate being made to defray the cost. The draining and sewering is of paramount importance, and requires immediate attention on the part of the Council. Your Ward is entitled to further representatives in the Council, and should be divided into two, with three members for each; and I shall, whether elected or not, take steps to effect such division. Uniform rating, commensurately and fairly expended among the different Wards, is the platform on which I stand, and, if elected, I shall stick to my colors. If rejected, I shall still continue to agitate and fight for what I consider the interests of the Ward and the city at large. I am, Gentlemen, Yours truly,: [904, 715, 1040, 1056]
- price-value: 0/3½: [1022, 1441, 1040, 1450]
- notice-date: Provincial Secretary's Office, Wellington, January 27, 1875.: [628, 669, 728, 686]
- divider: [463, 432, 599, 433]
- divider: [904, 1336, 1040, 1337]
- notice-body: THE undersigned are Cash Purchasers of WOOL, TALLOW, and other produce; or they will make liberal advances on the same.: [904, 1288, 1040, 1322]
- divider: [922, 321, 1022, 322]
- notice-title: LAND FOR SALE.: [787, 1388, 863, 1398]
- notice-subtitle: GREAT CLEARING SALE.: [918, 1379, 1026, 1389]
- royal-crest-icon: [658, 63, 698, 85]
- news-paragraph: Nelson, Wednesday. At a meeting of the City Council last night, all the members but two resigned, in consequence of a resolution passed by a meeting of ratepayers that the Council had lost their respect and confidence. Everything is at sixes and sevens. The Corporation has an overdraft of £1700 at the bank, which dishonored their cheques yesterday.: [22, 116, 158, 200]
- notice-date: Provincial Secretary's Office, Wellington, February 3rd, 1875.: [624, 529, 732, 546]
- price-value: 0/4½: [1022, 1579, 1040, 1588]
- section-heading: Electoral Notices.: [904, 443, 1040, 456]
- notice-body: THE undersigned are Cash Buyers of WOOL and other PRODUCE, or will make advances on the same on liberal terms.: [904, 1155, 1040, 1189]
- notice-body: A Valuable LEASEHOLD in Ingestre-street—seven buildings. Fifteen years unexpired. Apply to J. H. Wallace, Estate Agent.: [757, 1026, 893, 1060]
- notice-body: SEPARATE TENDERS will be received at this office up to NOON of WEDNESDAY, the 10th day of FEBRUARY, 1875, for forming and metalling 118 and 92 chains of the above road between Foxton and Campion's Bush. Plans and specifications may be seen at the Sandon Hotel, Sandon, and Provincial Engineer's office here. The lowest or any tender not necessarily accepted.: [757, 137, 893, 229]
